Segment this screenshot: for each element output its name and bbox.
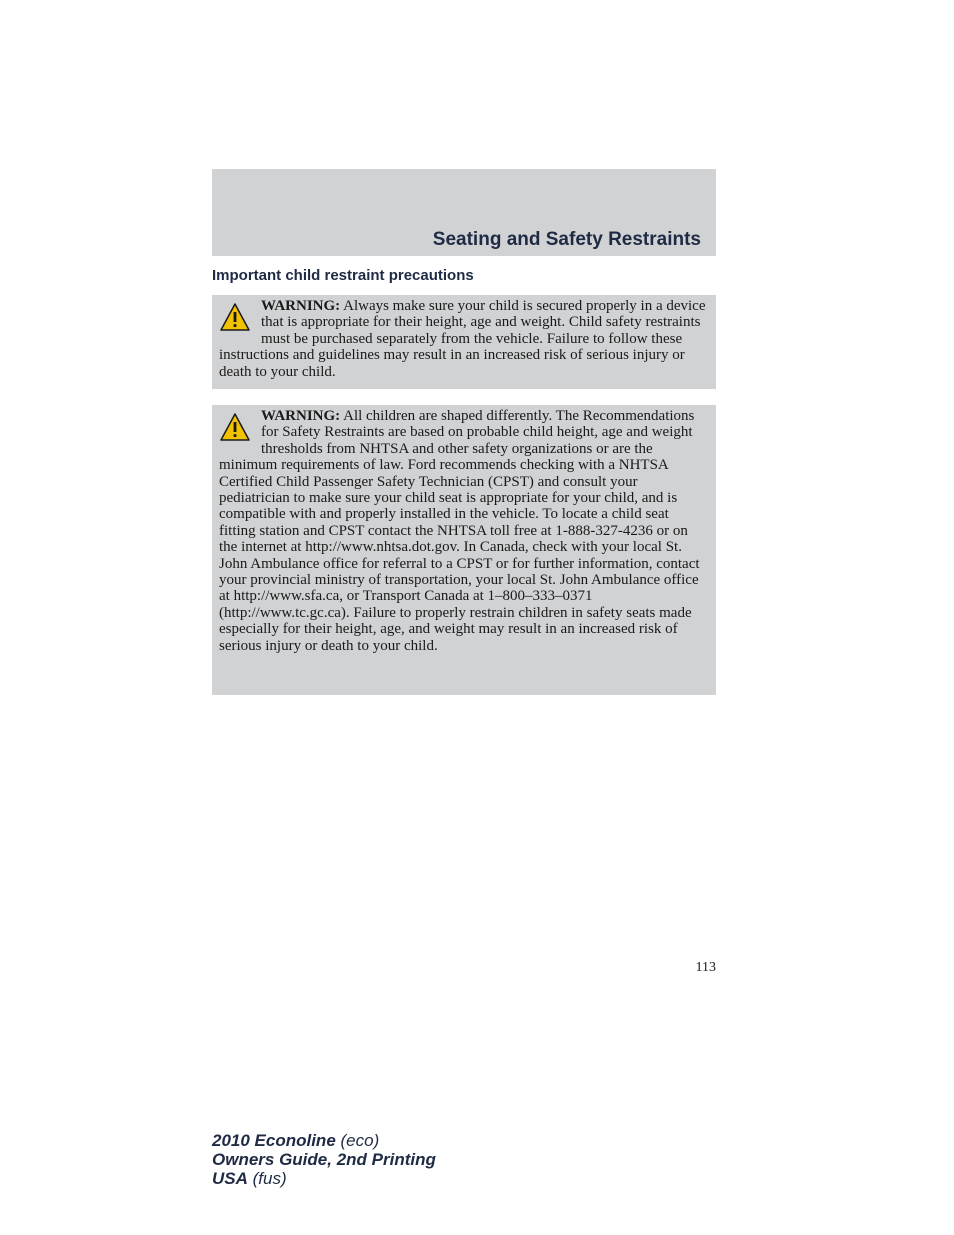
footer-line-2: Owners Guide, 2nd Printing [212, 1150, 436, 1169]
footer [212, 1131, 436, 1188]
page-number: 113 [695, 960, 716, 975]
warning-triangle-icon [219, 412, 251, 442]
warning-box [212, 405, 716, 695]
footer-model-code: (eco) [340, 1131, 380, 1150]
footer-market-code: (fus) [252, 1169, 287, 1188]
warning-body: Always make sure your child is secured properly in a device that is appropriate for their height, age and weight. Child safety restraints must be purchased separately from the vehicle. Failure to follow these instructions and guidelines may result in an increased risk of serious injury or death to your child. [219, 298, 706, 380]
section-header-band [212, 169, 716, 256]
subheading: Important child restraint precautions [212, 267, 474, 284]
footer-line-1 [212, 1131, 436, 1150]
footer-model: 2010 Econoline [212, 1131, 336, 1150]
warning-label: WARNING: [261, 298, 341, 314]
footer-line-3 [212, 1169, 436, 1188]
warning-triangle-icon [219, 302, 251, 332]
section-title: Seating and Safety Restraints [432, 229, 701, 250]
warning-body: All children are shaped differently. The Recommendations for Safety Restraints are based on probable child height, age and weight thresholds from NHTSA and other safety organizations or are the minimum requirements of law. Ford recommends checking with a NHTSA Certified Child Passenger Safety Technician (CPST) and consult your pediatrician to make sure your child seat is appropriate for your child, and is compatible with and properly installed in the vehicle. To locate a child seat fitting station and CPST contact the NHTSA toll free at 1-888-327-4236 or on the internet at http://www.nhtsa.dot.gov. In Canada, check with your local St. John Ambulance office for referral to a CPST or for further information, contact your provincial ministry of transportation, your local St. John Ambulance office at http://www.sfa.ca, or Transport Canada at 1–800–333–0371 (http://www.tc.gc.ca). Failure to properly restrain children in safety seats made especially for their height, age, and weight may result in an increased risk of serious injury or death to your child. [219, 408, 700, 654]
footer-market: USA [212, 1169, 248, 1188]
warning-label: WARNING: [261, 408, 341, 424]
warning-box [212, 295, 716, 389]
warning-text [219, 298, 708, 380]
warning-text [219, 408, 708, 654]
